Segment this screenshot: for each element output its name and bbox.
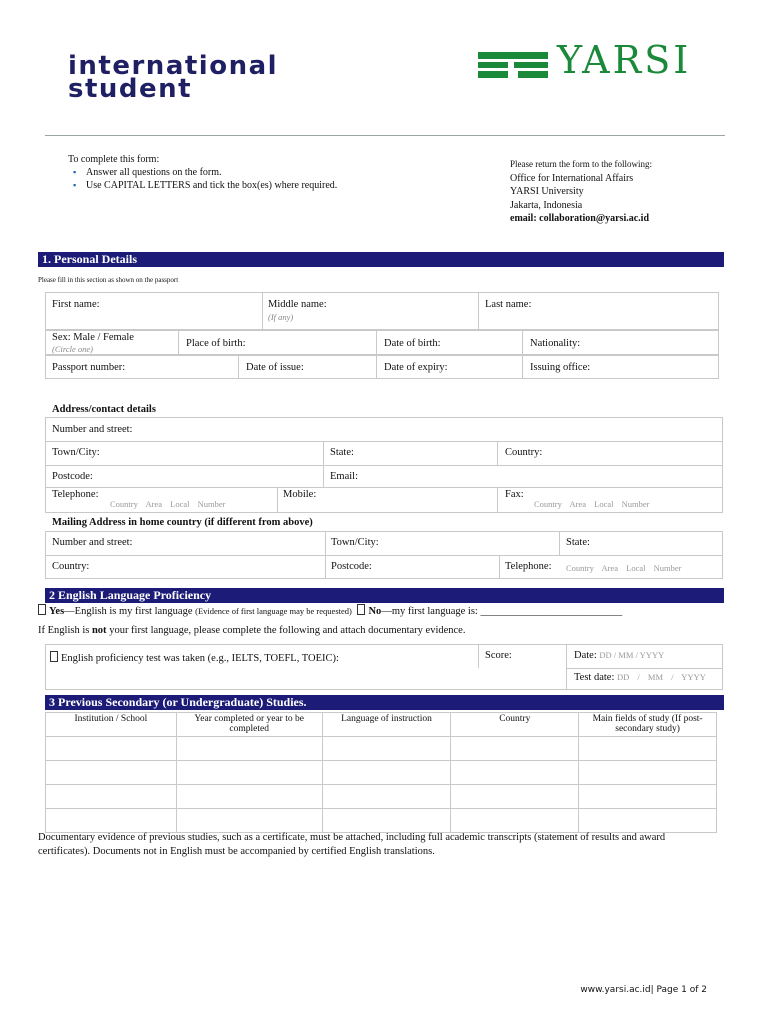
table-cell[interactable]	[579, 785, 717, 809]
table-cell[interactable]	[176, 785, 322, 809]
mail-town-city-field[interactable]: Town/City:	[331, 537, 379, 548]
page-footer: www.yarsi.ac.id| Page 1 of 2	[580, 985, 707, 995]
table-cell[interactable]	[451, 737, 579, 761]
names-box	[45, 292, 719, 330]
country-field[interactable]: Country:	[505, 447, 543, 458]
table-cell[interactable]	[322, 737, 451, 761]
sex-hint: (Circle one)	[52, 344, 93, 354]
first-language-row	[38, 604, 622, 617]
mail-number-street-field[interactable]: Number and street:	[52, 537, 133, 548]
date-field[interactable]	[574, 650, 664, 661]
table-cell[interactable]	[451, 785, 579, 809]
birth-row	[45, 330, 719, 355]
table-cell[interactable]	[46, 809, 177, 833]
date-of-expiry-field[interactable]: Date of expiry:	[384, 362, 448, 373]
section-1-header: 1. Personal Details	[38, 252, 724, 267]
header-divider	[45, 135, 725, 136]
column-header: Main fields of study (If post-secondary study)	[579, 713, 717, 737]
no-text[interactable]: —my first language is: ___________________________	[381, 606, 623, 617]
mobile-field[interactable]: Mobile:	[283, 489, 317, 500]
instruction-item: ▪ Use CAPITAL LETTERS and tick the box(es) where required.	[86, 179, 337, 192]
instructions	[68, 153, 337, 192]
english-test-label: English proficiency test was taken (e.g., IELTS, TOEFL, TOEIC):	[61, 653, 339, 664]
form-title: international student	[68, 51, 279, 104]
table-cell[interactable]	[322, 809, 451, 833]
last-name-field[interactable]: Last name:	[485, 299, 532, 310]
mailing-heading: Mailing Address in home country (if different from above)	[52, 517, 313, 528]
date-label: Date:	[574, 650, 597, 661]
previous-studies-table	[45, 712, 717, 833]
yes-checkbox[interactable]	[38, 604, 46, 615]
table-cell[interactable]	[579, 737, 717, 761]
section-3-header: 3 Previous Secondary (or Undergraduate) Studies.	[45, 695, 724, 710]
english-test-row	[50, 651, 339, 664]
yes-label: Yes	[49, 606, 65, 617]
telephone-field[interactable]: Telephone:	[52, 489, 99, 500]
logo-wordmark: YARSI	[557, 38, 692, 82]
test-date-label: Test date:	[574, 672, 615, 683]
telephone-hint: Country Area Local Number	[110, 499, 226, 509]
email-field[interactable]: Email:	[330, 471, 358, 482]
table-cell[interactable]	[322, 761, 451, 785]
test-date-hint: DD / MM / YYYY	[617, 672, 706, 682]
middle-name-field[interactable]: Middle name:	[268, 299, 327, 310]
score-field[interactable]: Score:	[485, 650, 512, 661]
number-street-field[interactable]: Number and street:	[52, 424, 133, 435]
evidence-note: Documentary evidence of previous studies, such as a certificate, must be attached, including full academic transcripts (statement of results and award certificates). Documents not in English must be accompanied by certified English translations.	[38, 832, 666, 857]
table-cell[interactable]	[176, 737, 322, 761]
column-header: Institution / School	[46, 713, 177, 737]
table-row	[46, 761, 717, 785]
table-cell[interactable]	[46, 785, 177, 809]
state-field[interactable]: State:	[330, 447, 354, 458]
instruction-text: If English is	[38, 625, 92, 636]
date-hint: DD / MM / YYYY	[599, 650, 665, 660]
table-row	[46, 809, 717, 833]
return-email[interactable]: email: collaboration@yarsi.ac.id	[510, 213, 650, 224]
passport-number-field[interactable]: Passport number:	[52, 362, 126, 373]
table-cell[interactable]	[46, 737, 177, 761]
yes-text: —English is my first language	[64, 606, 193, 617]
mail-postcode-field[interactable]: Postcode:	[331, 561, 372, 572]
table-cell[interactable]	[176, 761, 322, 785]
nationality-field[interactable]: Nationality:	[530, 338, 581, 349]
instructions-heading: To complete this form:	[68, 154, 160, 165]
date-of-birth-field[interactable]: Date of birth:	[384, 338, 441, 349]
yarsi-logo-icon	[478, 52, 548, 78]
fax-field[interactable]: Fax:	[505, 489, 524, 500]
address-heading: Address/contact details	[52, 404, 156, 415]
return-address	[510, 158, 652, 226]
passport-row	[45, 355, 719, 379]
section-1-note: Please fill in this section as shown on the passport	[38, 276, 179, 284]
issuing-office-field[interactable]: Issuing office:	[530, 362, 591, 373]
date-of-issue-field[interactable]: Date of issue:	[246, 362, 304, 373]
no-label: No	[368, 606, 382, 617]
table-cell[interactable]	[579, 761, 717, 785]
fax-hint: Country Area Local Number	[534, 499, 650, 509]
postcode-field[interactable]: Postcode:	[52, 471, 93, 482]
sex-field[interactable]: Sex: Male / Female	[52, 332, 134, 343]
english-instruction	[38, 625, 465, 636]
table-row	[46, 737, 717, 761]
table-row	[46, 785, 717, 809]
return-line: Jakarta, Indonesia	[510, 199, 583, 211]
instruction-emphasis: not	[91, 625, 107, 636]
english-test-checkbox[interactable]	[50, 651, 58, 662]
table-cell[interactable]	[322, 785, 451, 809]
table-cell[interactable]	[451, 809, 579, 833]
mail-state-field[interactable]: State:	[566, 537, 590, 548]
no-checkbox[interactable]	[357, 604, 365, 615]
place-of-birth-field[interactable]: Place of birth:	[186, 338, 246, 349]
return-line: YARSI University	[510, 186, 584, 197]
mail-telephone-hint: Country Area Local Number	[566, 563, 682, 573]
table-cell[interactable]	[579, 809, 717, 833]
table-cell[interactable]	[176, 809, 322, 833]
instruction-item: ▪ Answer all questions on the form.	[86, 166, 337, 179]
table-cell[interactable]	[46, 761, 177, 785]
return-heading: Please return the form to the following:	[510, 159, 652, 169]
mail-country-field[interactable]: Country:	[52, 561, 90, 572]
return-line: Office for International Affairs	[510, 172, 634, 184]
mail-telephone-field[interactable]: Telephone:	[505, 561, 552, 572]
middle-name-hint: (If any)	[268, 312, 294, 322]
section-2-header: 2 English Language Proficiency	[45, 588, 724, 603]
table-cell[interactable]	[451, 761, 579, 785]
column-header: Country	[451, 713, 579, 737]
first-name-field[interactable]: First name:	[52, 299, 100, 310]
instruction-text: your first language, please complete the following and attach documentary evidence.	[106, 625, 466, 636]
column-header: Language of instruction	[322, 713, 451, 737]
test-date-field[interactable]	[574, 672, 706, 683]
town-city-field[interactable]: Town/City:	[52, 447, 100, 458]
column-header: Year completed or year to be completed	[176, 713, 322, 737]
yes-note: (Evidence of first language may be requested)	[195, 606, 352, 616]
